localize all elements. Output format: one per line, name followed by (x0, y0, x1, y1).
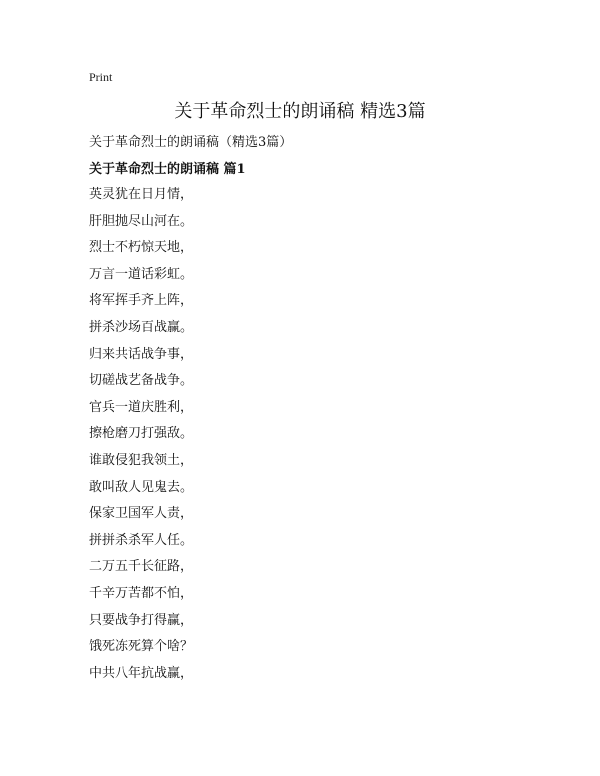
poem-line: 千辛万苦都不怕， (89, 585, 194, 601)
print-link[interactable]: Print (89, 70, 113, 84)
poem-line: 二万五千长征路， (89, 559, 194, 575)
poem-line: 谁敢侵犯我领土， (89, 452, 194, 468)
document-subtitle: 关于革命烈士的朗诵稿（精选3篇） (89, 135, 293, 150)
poem-line: 敢叫敌人见鬼去。 (89, 479, 194, 495)
poem-line: 归来共话战争事， (89, 346, 194, 362)
poem-line: 中共八年抗战赢， (89, 665, 194, 681)
document-title: 关于革命烈士的朗诵稿 精选3篇 (174, 101, 426, 122)
poem-line: 官兵一道庆胜利， (89, 399, 194, 415)
poem-line: 拼杀沙场百战赢。 (89, 319, 194, 335)
poem-line: 只要战争打得赢， (89, 612, 194, 628)
poem-line: 擦枪磨刀打强敌。 (89, 426, 194, 442)
poem-line: 万言一道话彩虹。 (89, 266, 194, 282)
section-heading: 关于革命烈士的朗诵稿 篇1 (89, 162, 246, 177)
poem-line: 拼拼杀杀军人任。 (89, 532, 194, 548)
poem-line: 英灵犹在日月情， (89, 187, 194, 202)
poem-line: 肝胆抛尽山河在。 (89, 213, 194, 229)
poem-line: 烈士不朽惊天地， (89, 240, 194, 256)
poem-line: 保家卫国军人责， (89, 506, 194, 522)
poem-line: 饿死冻死算个啥？ (89, 639, 194, 655)
poem-lines (89, 185, 193, 690)
poem-line: 切磋战艺备战争。 (89, 373, 194, 389)
poem-line: 将军挥手齐上阵， (89, 293, 194, 309)
